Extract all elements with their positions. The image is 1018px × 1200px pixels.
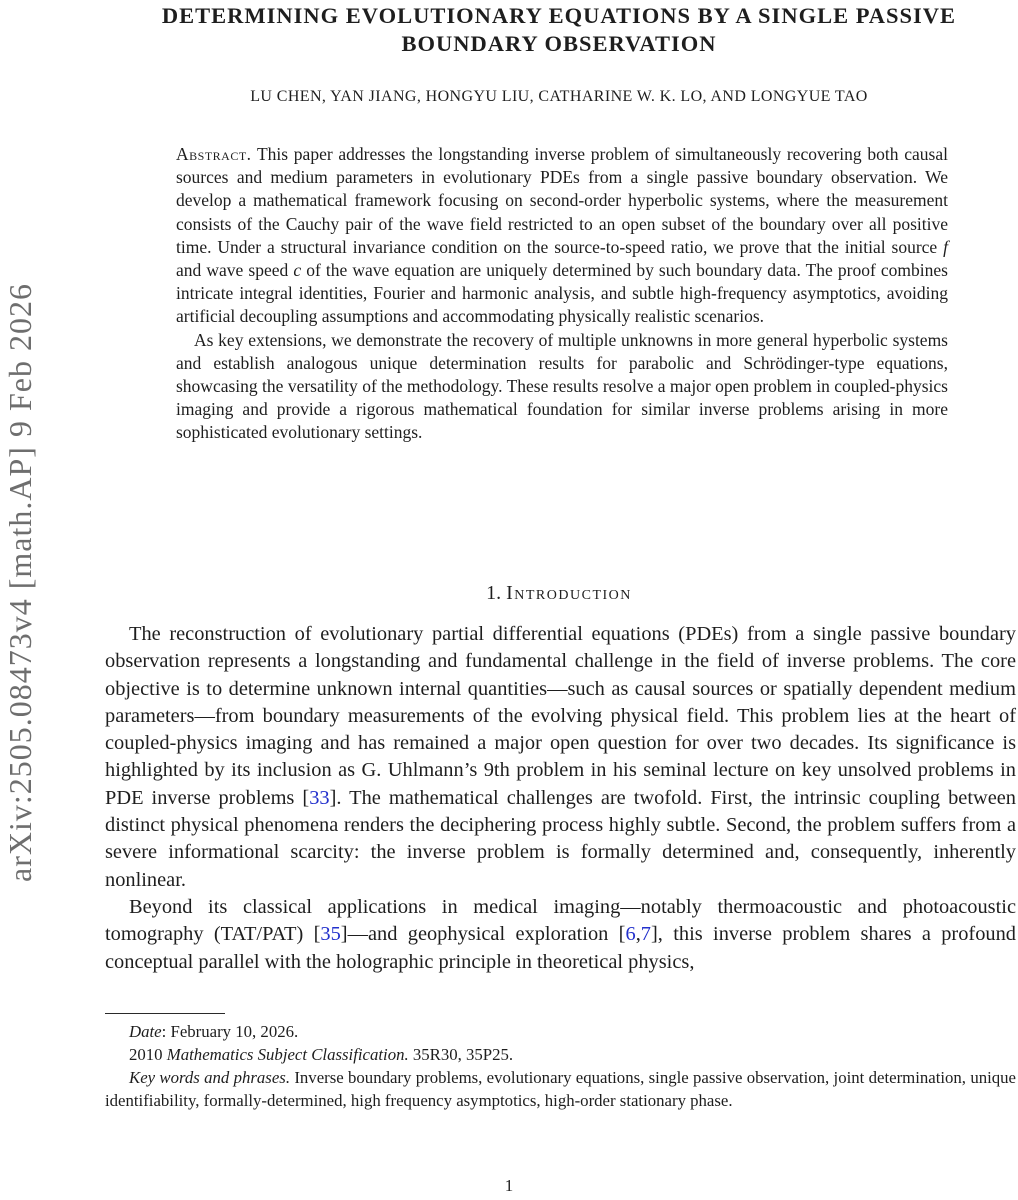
introduction-body [105,621,1016,976]
text-segment: ]. The mathematical challenges are twofold. First, the intrinsic coupling between distinct physical phenomena renders the deciphering process highly subtle. Second, the problem suffers from a severe informational scarcity: the inverse problem is formally determined and, consequently, inherently nonlinear. [105,786,1017,891]
abstract-paragraph-1 [176,143,948,329]
section-title: Introduction [506,582,632,604]
text-segment: Date [129,1022,162,1041]
footnote-rule [105,1013,225,1014]
footnote-msc [105,1043,1016,1066]
text-segment: , [635,923,641,946]
citation-link[interactable]: 7 [640,923,651,946]
text-segment: As key extensions, we demonstrate the recovery of multiple unknowns in more general hyperbolic systems and establish analogous unique determination results for parabolic and Schrödinger-type equations, showcasing the versatility of the methodology. These results resolve a major open problem in coupled-physics imaging and provide a rigorous mathematical foundation for similar inverse problems arising in more sophisticated evolutionary settings. [176,329,948,443]
text-segment: c [293,260,302,281]
page-number: 1 [504,1176,514,1195]
body-paragraph-1 [105,621,1016,894]
section-heading [105,582,1013,605]
text-segment: : February 10, 2026. [161,1022,299,1041]
paper-title-line1: DETERMINING EVOLUTIONARY EQUATIONS BY A SINGLE PASSIVE [161,3,957,28]
text-segment: 35R30, 35P25. [408,1045,514,1064]
authors-line: LU CHEN, YAN JIANG, HONGYU LIU, CATHARINE W. K. LO, AND LONGYUE TAO [250,88,868,105]
text-segment: Key words and phrases. [129,1068,291,1087]
section-number: 1. [486,582,502,604]
text-segment: f [943,236,948,257]
paper-header [105,2,1013,106]
text-segment: of the wave equation are uniquely determined by such boundary data. The proof combines intricate integral identities, Fourier and harmonic analysis, and subtle high-frequency asymptotics, avoiding artificial decoupling assumptions and accommodating physically realistic scenarios. [176,260,948,327]
body-paragraph-2 [105,894,1016,976]
text-segment: Mathematics Subject Classification. [166,1045,409,1064]
text-segment: The reconstruction of evolutionary partial differential equations (PDEs) from a single passive boundary observation represents a longstanding and fundamental challenge in the field of inverse problems. The core objective is to determine unknown internal quantities—such as causal sources or spatially dependent medium parameters—from boundary measurements of the evolving physical field. This problem lies at the heart of coupled-physics imaging and has remained a major open question for over two decades. Its significance is highlighted by its inclusion as G. Uhlmann’s 9th problem in his seminal lecture on key unsolved problems in PDE inverse problems [ [105,623,1016,809]
text-segment: This paper addresses the longstanding inverse problem of simultaneously recovering both causal sources and medium parameters in evolutionary PDEs from a single passive boundary observation. We develop a mathematical framework focusing on second-order hyperbolic systems, where the measurement consists of the Cauchy pair of the wave field restricted to an open subset of the boundary over all positive time. Under a structural invariance condition on the source-to-speed ratio, we prove that the initial source [176,144,948,257]
arxiv-watermark: arXiv:2505.08473v4 [math.AP] 9 Feb 2026 [2,283,38,882]
citation-link[interactable]: 6 [625,923,636,946]
abstract-label: Abstract. [176,144,252,164]
text-segment: ], this inverse problem shares a profound conceptual parallel with the holographic principle in theoretical physics, [105,923,1016,973]
footnote-block [105,1013,1016,1112]
text-segment: Inverse boundary problems, evolutionary equations, single passive observation, joint determination, unique identifiability, formally-determined, high frequency asymptotics, high-order stationary phase. [105,1068,1016,1110]
text-segment: 2010 [129,1045,167,1064]
citation-link[interactable]: 35 [320,923,341,946]
text-segment: ]—and geophysical exploration [ [340,923,626,946]
abstract-paragraph-1-text [176,144,948,326]
abstract-block [176,143,948,445]
paper-title-line2: BOUNDARY OBSERVATION [401,31,717,56]
footnote-date [105,1020,1016,1043]
text-segment: and wave speed [176,260,294,281]
footnote-keywords [105,1066,1016,1112]
abstract-paragraph-2 [176,329,948,445]
citation-link[interactable]: 33 [309,786,330,809]
text-segment: Beyond its classical applications in medical imaging—notably thermoacoustic and photoacoustic tomography (TAT/PAT) [ [105,895,1016,946]
